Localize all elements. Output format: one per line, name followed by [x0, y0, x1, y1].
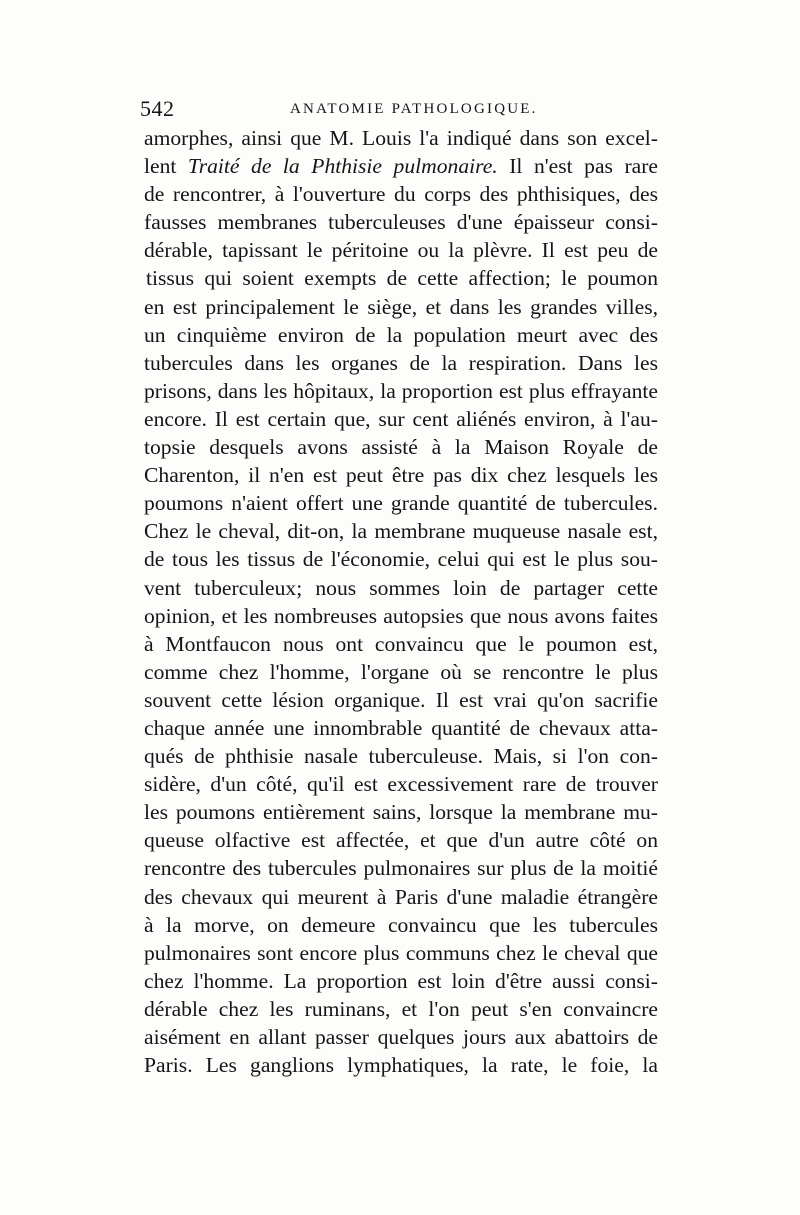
text-line: chez l'homme. La proportion est loin d'être aussi consi-	[144, 968, 658, 993]
italic-book-title: Traité de la Phthisie pulmonaire.	[187, 154, 498, 179]
text-line: souvent cette lésion organique. Il est vrai qu'on sacrifie	[144, 687, 658, 712]
text-line: vent tuberculeux; nous sommes loin de partager cette	[144, 575, 658, 600]
text-line: topsie desquels avons assisté à la Maison Royale de	[144, 435, 658, 460]
text-line: amorphes, ainsi que M. Louis l'a indiqué dans son excel-	[144, 126, 658, 150]
text-line: chaque année une innombrable quantité de chevaux atta-	[144, 715, 658, 740]
text-line: à Montfaucon nous ont convaincu que le poumon est,	[144, 631, 658, 656]
text-line: pulmonaires sont encore plus communs chez le cheval que	[144, 940, 658, 965]
body-text	[144, 124, 658, 1079]
text-line: dérable chez les ruminans, et l'on peut s'en convaincre	[144, 996, 658, 1021]
running-title: ANATOMIE PATHOLOGIQUE.	[290, 101, 538, 117]
text-line: les poumons entièrement sains, lorsque la membrane mu-	[144, 800, 658, 825]
running-head	[140, 96, 656, 124]
text-line: dérable, tapissant le péritoine ou la plèvre. Il est peu de	[144, 238, 658, 263]
text-line: qués de phthisie nasale tuberculeuse. Mais, si l'on con-	[144, 744, 658, 769]
text-line: Paris. Les ganglions lymphatiques, la rate, le foie, la	[144, 1053, 658, 1078]
text-line: rencontre des tubercules pulmonaires sur plus de la moitié	[144, 856, 658, 881]
text-line: Charenton, il n'en est peut être pas dix chez lesquels les	[144, 463, 658, 488]
text-line: aisément en allant passer quelques jours aux abattoirs de	[144, 1025, 658, 1049]
text-line: tissus qui soient exempts de cette affection; le poumon	[146, 266, 658, 291]
text-line: opinion, et les nombreuses autopsies que nous avons faites	[144, 603, 658, 628]
text-line: en est principalement le siège, et dans les grandes villes,	[144, 294, 658, 319]
text-line	[144, 152, 658, 180]
text-line: tubercules dans les organes de la respiration. Dans les	[144, 350, 658, 375]
text-line: à la morve, on demeure convaincu que les tubercules	[144, 912, 658, 937]
text-segment: Il n'est pas rare	[497, 154, 659, 179]
text-line: des chevaux qui meurent à Paris d'une maladie étrangère	[144, 884, 658, 909]
text-line: fausses membranes tuberculeuses d'une épaisseur consi-	[144, 210, 658, 235]
text-line: encore. Il est certain que, sur cent aliénés environ, à l'au-	[144, 406, 658, 431]
text-line: sidère, d'un côté, qu'il est excessivement rare de trouver	[144, 772, 658, 797]
text-line: un cinquième environ de la population meurt avec des	[144, 322, 658, 347]
text-line: comme chez l'homme, l'organe où se rencontre le plus	[144, 659, 658, 684]
text-line: prisons, dans les hôpitaux, la proportion est plus effrayante	[144, 378, 658, 403]
text-segment: lent	[144, 154, 188, 179]
text-line: de rencontrer, à l'ouverture du corps des phthisiques, des	[144, 182, 658, 207]
text-line: de tous les tissus de l'économie, celui qui est le plus sou-	[144, 547, 658, 572]
text-line: poumons n'aient offert une grande quantité de tubercules.	[144, 491, 658, 516]
page-number: 542	[140, 96, 175, 121]
text-line: queuse olfactive est affectée, et que d'un autre côté on	[144, 828, 658, 853]
text-line: Chez le cheval, dit-on, la membrane muqueuse nasale est,	[144, 519, 658, 544]
